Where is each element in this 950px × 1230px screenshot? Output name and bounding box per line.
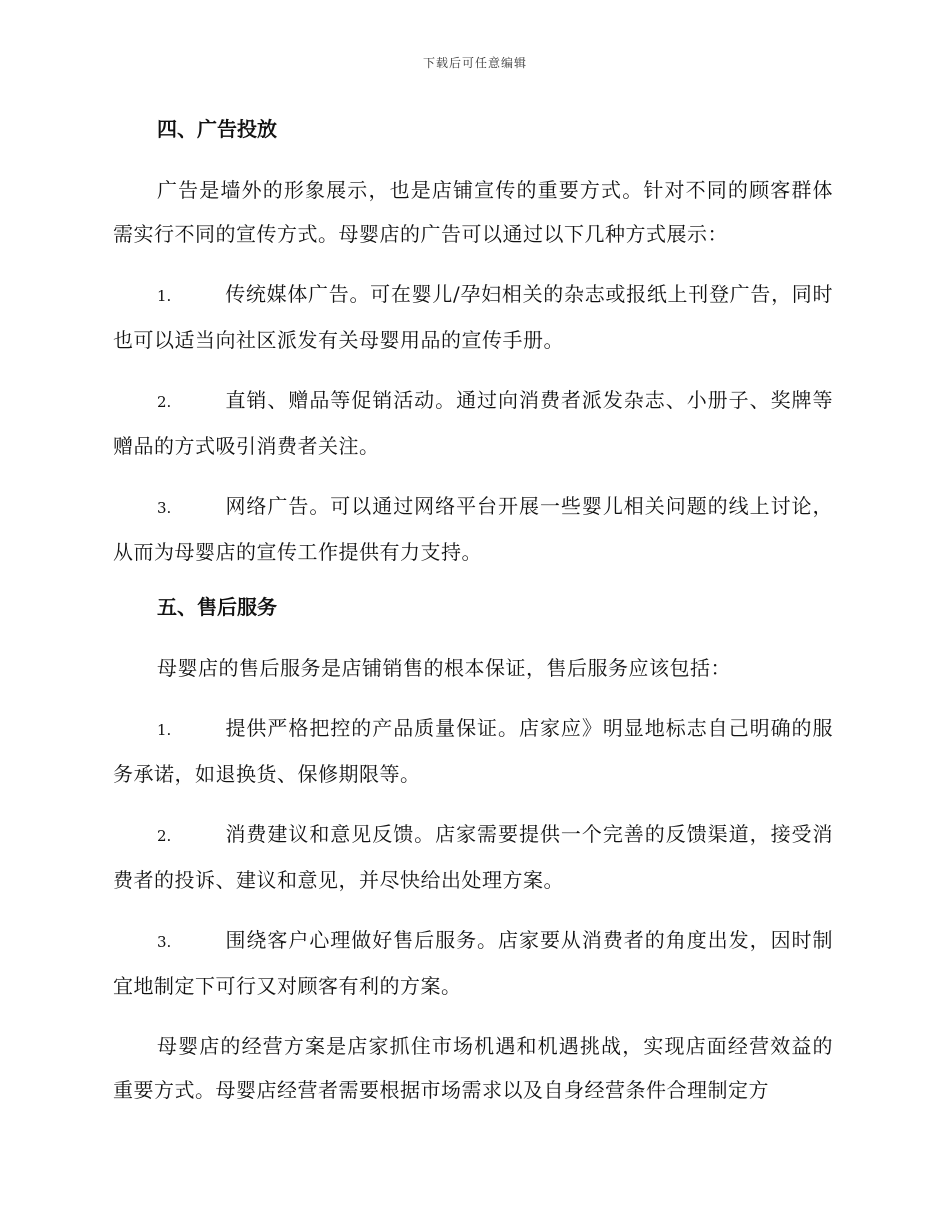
list-item-text: 消费建议和意见反馈。店家需要提供一个完善的反馈渠道，接受消费者的投诉、建议和意见，并尽快给出处理方案。 [113, 822, 833, 892]
advertising-list-item [113, 484, 833, 574]
list-item-number: 1. [157, 287, 172, 305]
after-sales-list-item [113, 706, 833, 796]
list-item-text: 网络广告。可以通过网络平台开展一些婴儿相关问题的线上讨论，从而为母婴店的宣传工作提供有力支持。 [113, 494, 833, 564]
section-heading-advertising: 四、广告投放 [157, 117, 277, 141]
document-body [113, 112, 833, 1128]
list-item-text: 提供严格把控的产品质量保证。店家应》明显地标志自己明确的服务承诺，如退换货、保修期限等。 [113, 716, 833, 786]
after-sales-list-item [113, 812, 833, 902]
after-sales-intro-paragraph: 母婴店的售后服务是店铺销售的根本保证，售后服务应该包括： [157, 656, 731, 680]
advertising-list-item [113, 272, 833, 362]
section-heading-after-sales: 五、售后服务 [157, 595, 277, 619]
page-header-note: 下载后可任意编辑 [422, 56, 527, 70]
closing-paragraph: 母婴店的经营方案是店家抓住市场机遇和机遇挑战，实现店面经营效益的重要方式。母婴店经营者需要根据市场需求以及自身经营条件合理制定方 [113, 1034, 833, 1102]
advertising-list-item [113, 378, 833, 468]
list-item-number: 2. [157, 393, 172, 411]
after-sales-list-item [113, 918, 833, 1008]
list-item-text: 围绕客户心理做好售后服务。店家要从消费者的角度出发，因时制宜地制定下可行又对顾客有利的方案。 [113, 928, 833, 998]
list-item-number: 1. [157, 721, 172, 739]
list-item-number: 3. [157, 499, 172, 517]
advertising-intro-paragraph: 广告是墙外的形象展示，也是店铺宣传的重要方式。针对不同的顾客群体需实行不同的宣传方式。母婴店的广告可以通过以下几种方式展示： [113, 178, 833, 246]
list-item-text: 直销、赠品等促销活动。通过向消费者派发杂志、小册子、奖牌等赠品的方式吸引消费者关注。 [113, 388, 833, 458]
list-item-text: 传统媒体广告。可在婴儿/孕妇相关的杂志或报纸上刊登广告，同时也可以适当向社区派发有关母婴用品的宣传手册。 [113, 282, 833, 352]
list-item-number: 2. [157, 827, 172, 845]
list-item-number: 3. [157, 933, 172, 951]
